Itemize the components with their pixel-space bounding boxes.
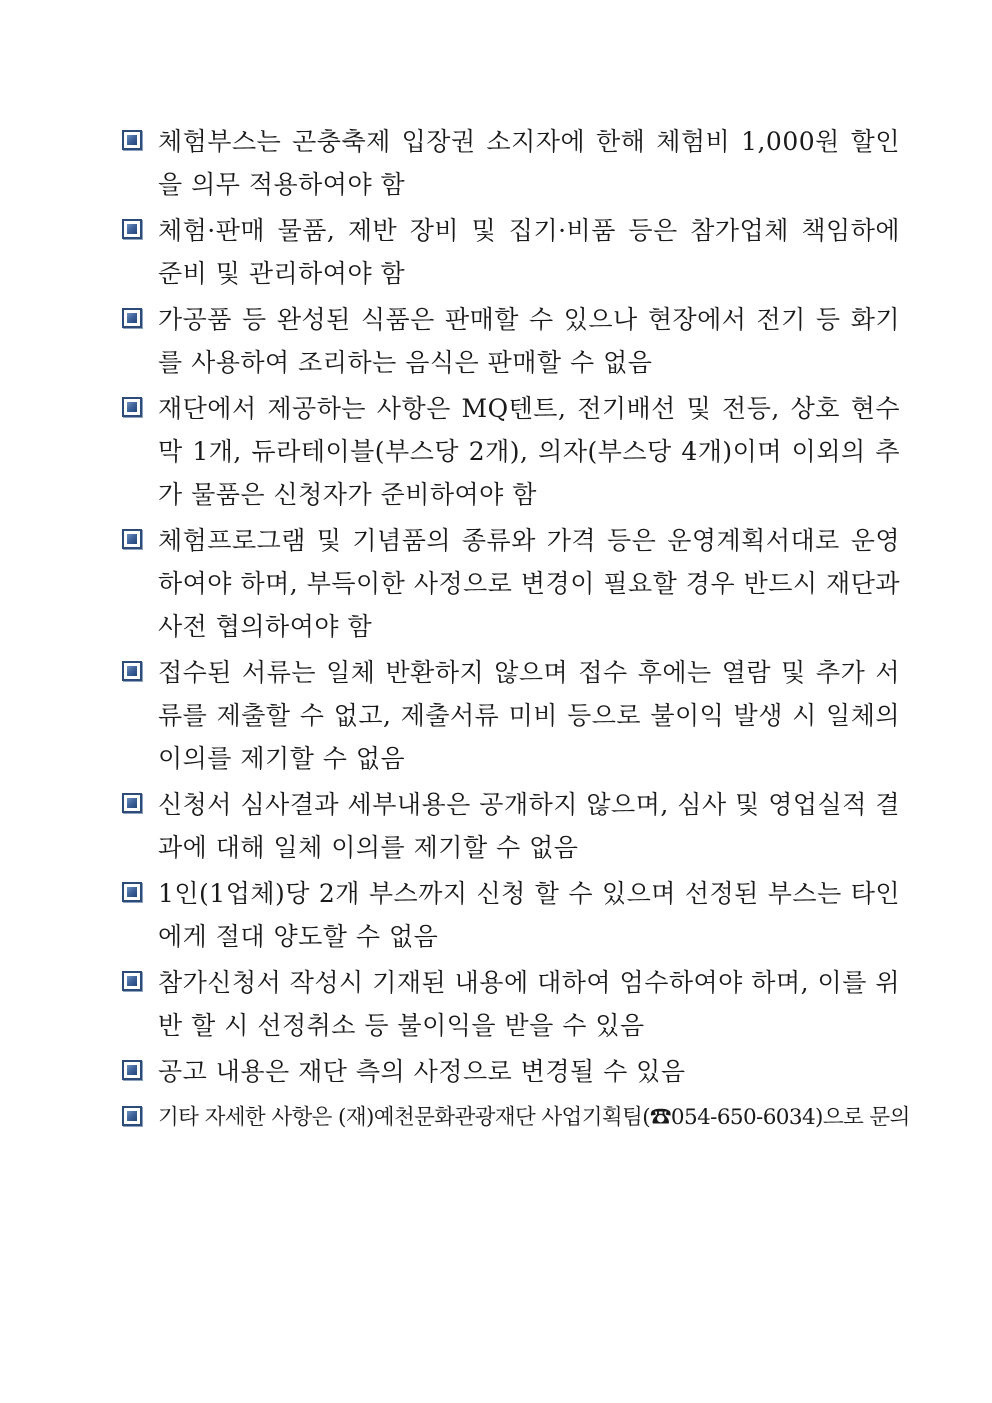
- item-text: 기타 자세한 사항은 (재)예천문화관광재단 사업기획팀(☎054-650-6034)으로 문의: [158, 1105, 910, 1130]
- list-item: [120, 783, 900, 869]
- square-bullet-icon: [122, 882, 142, 902]
- notice-list: [120, 120, 910, 1142]
- list-item: [120, 120, 900, 206]
- square-bullet-icon: [122, 661, 142, 681]
- item-text: 접수된 서류는 일체 반환하지 않으며 접수 후에는 열람 및 추가 서류를 제출할 수 없고, 제출서류 미비 등으로 불이익 발생 시 일체의 이의를 제기할 수 없음: [158, 658, 900, 773]
- list-item: [120, 872, 900, 958]
- list-item: [120, 961, 900, 1047]
- item-text: 재단에서 제공하는 사항은 MQ텐트, 전기배선 및 전등, 상호 현수막 1개, 듀라테이블(부스당 2개), 의자(부스당 4개)이며 이외의 추가 물품은 신청자가 준비하여야 함: [158, 394, 900, 509]
- list-item: [120, 387, 900, 516]
- item-text: 체험·판매 물품, 제반 장비 및 집기·비품 등은 참가업체 책임하에 준비 및 관리하여야 함: [158, 216, 900, 288]
- square-bullet-icon: [122, 130, 142, 150]
- square-bullet-icon: [122, 1060, 142, 1080]
- list-item: [120, 1096, 910, 1139]
- list-item: [120, 1050, 900, 1093]
- item-text: 참가신청서 작성시 기재된 내용에 대하여 엄수하여야 하며, 이를 위반 할 시 선정취소 등 불이익을 받을 수 있음: [158, 968, 900, 1040]
- list-item: [120, 519, 900, 648]
- item-text: 가공품 등 완성된 식품은 판매할 수 있으나 현장에서 전기 등 화기를 사용하여 조리하는 음식은 판매할 수 없음: [158, 305, 900, 377]
- square-bullet-icon: [122, 1106, 142, 1126]
- square-bullet-icon: [122, 793, 142, 813]
- item-text: 체험프로그램 및 기념품의 종류와 가격 등은 운영계획서대로 운영하여야 하며, 부득이한 사정으로 변경이 필요할 경우 반드시 재단과 사전 협의하여야 함: [158, 526, 900, 641]
- square-bullet-icon: [122, 529, 142, 549]
- item-text: 체험부스는 곤충축제 입장권 소지자에 한해 체험비 1,000원 할인을 의무 적용하여야 함: [158, 127, 900, 199]
- square-bullet-icon: [122, 219, 142, 239]
- square-bullet-icon: [122, 397, 142, 417]
- square-bullet-icon: [122, 971, 142, 991]
- item-text: 신청서 심사결과 세부내용은 공개하지 않으며, 심사 및 영업실적 결과에 대해 일체 이의를 제기할 수 없음: [158, 790, 900, 862]
- list-item: [120, 209, 900, 295]
- square-bullet-icon: [122, 308, 142, 328]
- item-text: 공고 내용은 재단 측의 사정으로 변경될 수 있음: [158, 1057, 686, 1086]
- list-item: [120, 651, 900, 780]
- item-text: 1인(1업체)당 2개 부스까지 신청 할 수 있으며 선정된 부스는 타인에게 절대 양도할 수 없음: [158, 879, 900, 951]
- list-item: [120, 298, 900, 384]
